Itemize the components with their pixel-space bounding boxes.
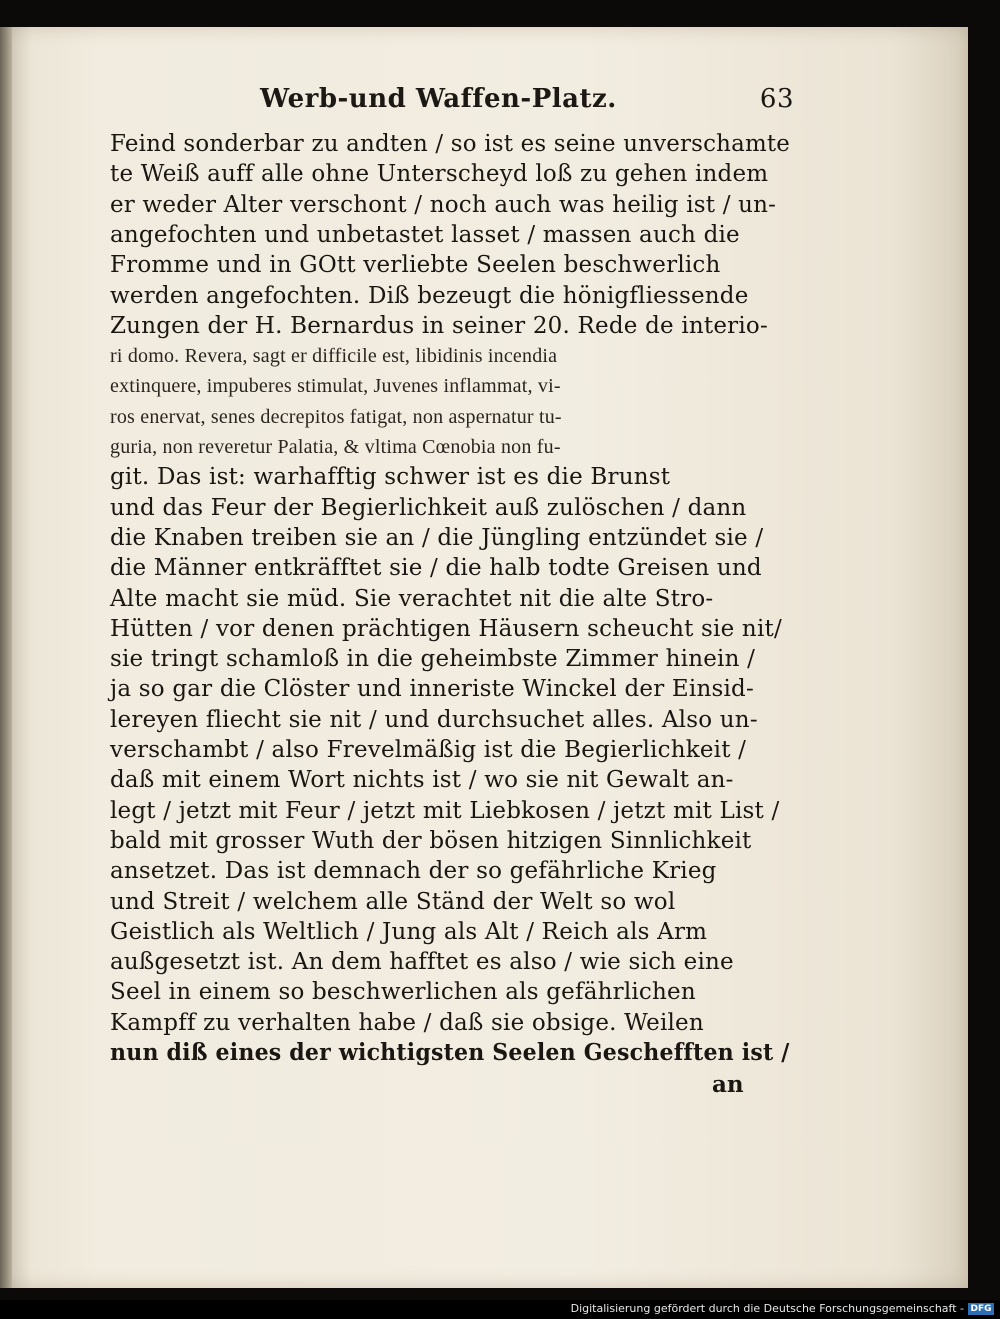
text-line: verschambt / also Frevelmäßig ist die Begierlichkeit /: [110, 737, 747, 763]
text-line: Zungen der H. Bernardus in seiner 20. Rede de interio-: [110, 313, 768, 339]
text-line: die Knaben treiben sie an / die Jüngling entzündet sie /: [110, 525, 764, 551]
text-line: Hütten / vor denen prächtigen Häusern scheucht sie nit/: [110, 616, 782, 642]
text-line: angefochten und unbetastet lasset / massen auch die: [110, 222, 740, 248]
text-line: Geistlich als Weltlich / Jung als Alt / Reich als Arm: [110, 919, 708, 945]
text-line: Feind sonderbar zu andten / so ist es seine unverschamte: [110, 131, 791, 157]
text-line: bald mit grosser Wuth der bösen hitzigen Sinnlichkeit: [110, 828, 752, 854]
running-header: [260, 84, 820, 118]
text-line: sie tringt schamloß in die geheimbste Zimmer hinein /: [110, 646, 756, 672]
text-line: und Streit / welchem alle Ständ der Welt so wol: [110, 889, 676, 915]
text-line: ja so gar die Clöster und inneriste Winckel der Einsid-: [110, 676, 754, 702]
page-number: 63: [759, 84, 794, 114]
text-line: legt / jetzt mit Feur / jetzt mit Liebkosen / jetzt mit List /: [110, 798, 780, 824]
catchword: an: [712, 1071, 744, 1098]
text-line: und das Feur der Begierlichkeit auß zulöschen / dann: [110, 495, 747, 521]
running-title: Werb-und Waffen-Platz.: [260, 84, 617, 114]
text-line: extinquere, impuberes stimulat, Juvenes inflammat, vi-: [110, 375, 561, 397]
text-line: die Männer entkräfftet sie / die halb todte Greisen und: [110, 555, 762, 581]
text-line: lereyen fliecht sie nit / und durchsuchet alles. Also un-: [110, 707, 758, 733]
footer-bar: [0, 1300, 1000, 1319]
text-line: guria, non reveretur Palatia, & vltima Cœnobia non fu-: [110, 436, 561, 458]
text-line: außgesetzt ist. An dem hafftet es also / wie sich eine: [110, 949, 734, 975]
dfg-logo: DFG: [968, 1303, 994, 1315]
text-line: ri domo. Revera, sagt er difficile est, libidinis incendia: [110, 345, 558, 367]
text-line: ros enervat, senes decrepitos fatigat, non aspernatur tu-: [110, 406, 562, 428]
text-line: er weder Alter verschont / noch auch was heilig ist / un-: [110, 192, 777, 218]
page-edge: [0, 27, 12, 1288]
text-line: git. Das ist: warhafftig schwer ist es die Brunst: [110, 464, 671, 490]
text-line: Seel in einem so beschwerlichen als gefährlichen: [110, 979, 696, 1005]
footer-credit: Digitalisierung gefördert durch die Deutsche Forschungsgemeinschaft -: [570, 1302, 964, 1315]
text-line: Alte macht sie müd. Sie verachtet nit die alte Stro-: [110, 586, 714, 612]
text-line: werden angefochten. Diß bezeugt die hönigfliessende: [110, 283, 749, 309]
text-line: Kampff zu verhalten habe / daß sie obsige. Weilen: [110, 1010, 704, 1036]
text-line: Fromme und in GOtt verliebte Seelen beschwerlich: [110, 252, 721, 278]
text-line: daß mit einem Wort nichts ist / wo sie nit Gewalt an-: [110, 767, 734, 793]
text-line: ansetzet. Das ist demnach der so gefährliche Krieg: [110, 858, 717, 884]
text-line: te Weiß auff alle ohne Unterscheyd loß zu gehen indem: [110, 161, 769, 187]
text-line: nun diß eines der wichtigsten Seelen Geschefften ist /: [110, 1039, 790, 1066]
